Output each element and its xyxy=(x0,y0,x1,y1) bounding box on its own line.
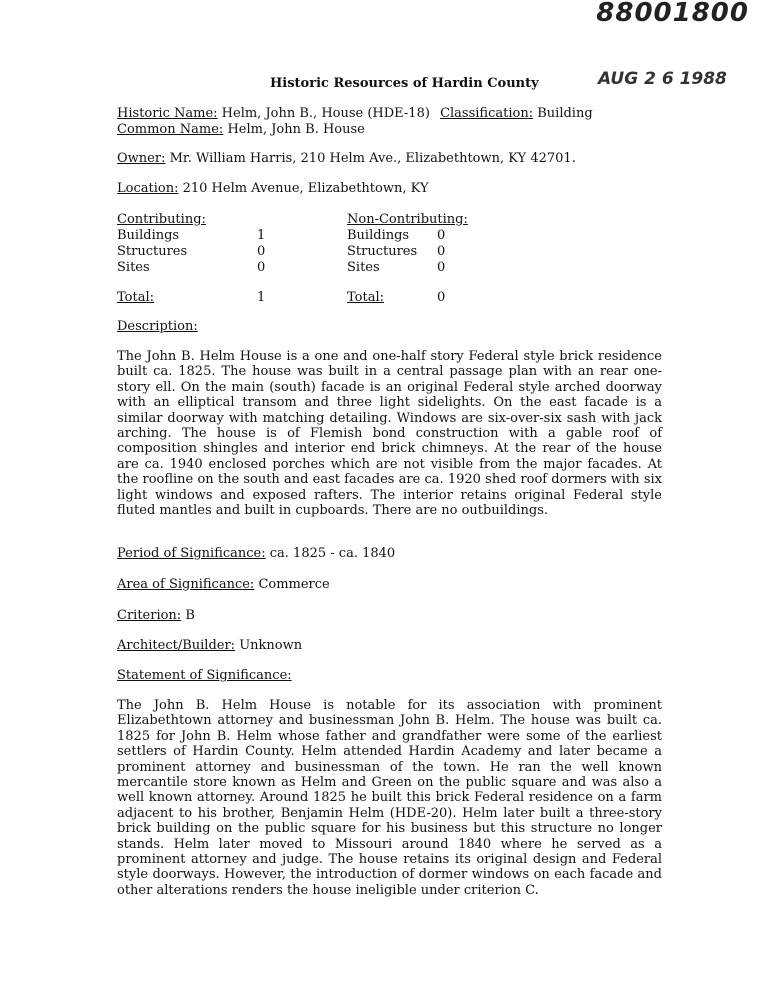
noncontrib-label-sites: Sites xyxy=(347,260,380,275)
statement-label: Statement of Significance: xyxy=(117,668,292,683)
owner-line xyxy=(117,151,665,166)
area-value: Commerce xyxy=(258,577,330,592)
contributing-buildings: 1 xyxy=(257,228,266,243)
document-number-stamp: 88001800 xyxy=(596,0,749,28)
noncontributing-header: Non-Contributing: xyxy=(347,212,468,227)
period-label: Period of Significance: xyxy=(117,546,266,561)
statement-paragraph: The John B. Helm House is notable for its association with prominent Elizabethtown attorney and businessman John B. Helm. The house was built ca. 1825 for John B. Helm whose father and grandfather were some of the earliest settlers of Hardin County. Helm attended Hardin Academy and later became a prominent attorney and businessman of the town. He ran the well known mercantile store known as Helm and Green on the public square and was also a well known attorney. Around 1825 he built this brick Federal residence on a farm adjacent to his brother, Benjamin Helm (HDE-20). Helm later built a three-story brick building on the public square for his business but this structure no longer stands. Helm later moved to Missouri around 1840 where he served as a prominent attorney and judge. The house retains its original design and Federal style doorways. However, the introduction of dormer windows on each facade and other alterations renders the house ineligible under criterion C. xyxy=(117,698,662,898)
description-heading xyxy=(117,319,665,334)
common-name-label: Common Name: xyxy=(117,122,224,137)
received-date-stamp: AUG 2 6 1988 xyxy=(598,69,727,89)
contributing-sites: 0 xyxy=(257,260,266,275)
common-name-value: Helm, John B. House xyxy=(227,122,365,137)
contributing-header: Contributing: xyxy=(117,212,206,227)
common-name-line xyxy=(117,122,665,137)
architect-line xyxy=(117,638,665,653)
page-title: Historic Resources of Hardin County xyxy=(270,76,539,91)
noncontrib-label-structures: Structures xyxy=(347,244,418,259)
noncontributing-sites: 0 xyxy=(437,260,446,275)
location-value: 210 Helm Avenue, Elizabethtown, KY xyxy=(182,181,429,196)
contributing-structures: 0 xyxy=(257,244,266,259)
owner-value: Mr. William Harris, 210 Helm Ave., Elizabethtown, KY 42701. xyxy=(169,151,576,166)
historic-name-line xyxy=(117,106,665,121)
row-label-buildings: Buildings xyxy=(117,228,180,243)
architect-label: Architect/Builder: xyxy=(117,638,236,653)
total-noncontributing: 0 xyxy=(437,290,446,305)
architect-value: Unknown xyxy=(239,638,303,653)
total-label-contributing: Total: xyxy=(117,290,155,305)
statement-heading xyxy=(117,668,665,683)
location-line xyxy=(117,181,665,196)
noncontrib-label-buildings: Buildings xyxy=(347,228,410,243)
noncontributing-buildings: 0 xyxy=(437,228,446,243)
row-label-structures: Structures xyxy=(117,244,188,259)
classification-label: Classification: xyxy=(440,106,534,121)
historic-name-value: Helm, John B., House (HDE-18) xyxy=(221,106,430,121)
noncontributing-structures: 0 xyxy=(437,244,446,259)
criterion-value: B xyxy=(185,608,195,623)
criterion-line xyxy=(117,608,665,623)
criterion-label: Criterion: xyxy=(117,608,182,623)
row-label-sites: Sites xyxy=(117,260,150,275)
description-label: Description: xyxy=(117,319,198,334)
classification-value: Building xyxy=(537,106,593,121)
description-paragraph: The John B. Helm House is a one and one-half story Federal style brick residence built ca. 1825. The house was built in a central passage plan with an rear one-story ell. On the main (south) facade is an original Federal style arched doorway with an elliptical transom and three light sidelights. On the east facade is a similar doorway with matching detailing. Windows are six-over-six sash with jack arching. The house is of Flemish bond construction with a gable roof of composition shingles and interior end brick chimneys. At the rear of the house are ca. 1940 enclosed porches which are not visible from the major facades. At the roofline on the south and east facades are ca. 1920 shed roof dormers with six light windows and exposed rafters. The interior retains original Federal style fluted mantles and built in cupboards. There are no outbuildings. xyxy=(117,349,662,519)
period-line xyxy=(117,546,665,561)
total-contributing: 1 xyxy=(257,290,266,305)
area-line xyxy=(117,577,665,592)
location-label: Location: xyxy=(117,181,179,196)
total-label-noncontributing: Total: xyxy=(347,290,385,305)
area-label: Area of Significance: xyxy=(117,577,255,592)
owner-label: Owner: xyxy=(117,151,166,166)
historic-name-label: Historic Name: xyxy=(117,106,218,121)
period-value: ca. 1825 - ca. 1840 xyxy=(269,546,396,561)
